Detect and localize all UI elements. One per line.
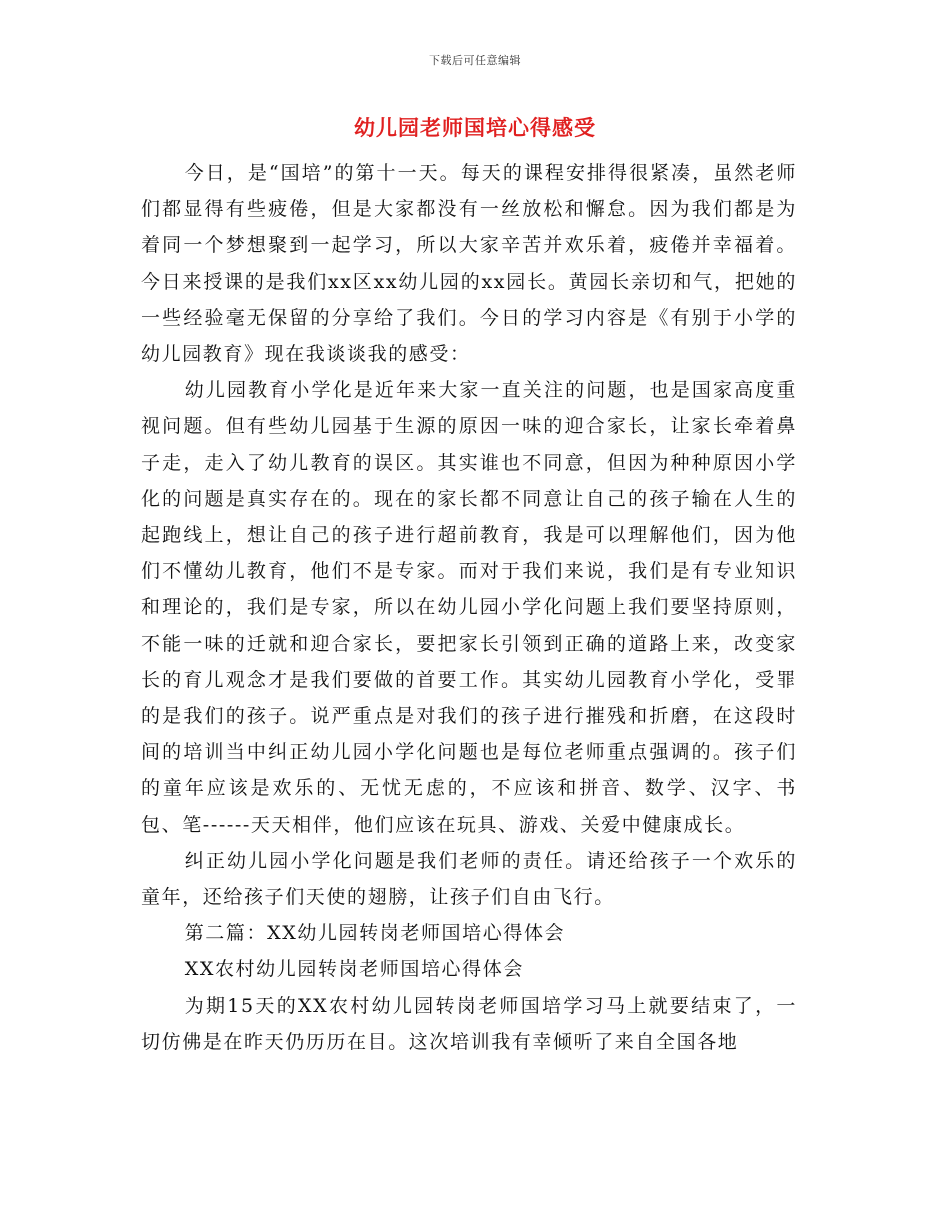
- paragraph: 幼儿园教育小学化是近年来大家一直关注的问题，也是国家高度重视问题。但有些幼儿园基于生源的原因一味的迎合家长，让家长牵着鼻子走，走入了幼儿教育的误区。其实谁也不同意，但因为种种原因小学化的问题是真实存在的。现在的家长都不同意让自己的孩子输在人生的起跑线上，想让自己的孩子进行超前教育，我是可以理解他们，因为他们不懂幼儿教育，他们不是专家。而对于我们来说，我们是有专业知识和理论的，我们是专家，所以在幼儿园小学化问题上我们要坚持原则，不能一味的迁就和迎合家长，要把家长引领到正确的道路上来，改变家长的育儿观念才是我们要做的首要工作。其实幼儿园教育小学化，受罪的是我们的孩子。说严重点是对我们的孩子进行摧残和折磨，在这段时间的培训当中纠正幼儿园小学化问题也是每位老师重点强调的。孩子们的童年应该是欢乐的、无忧无虑的，不应该和拼音、数学、汉字、书包、笔------天天相伴，他们应该在玩具、游戏、关爱中健康成长。: [141, 379, 797, 836]
- paragraph: 为期15天的XX农村幼儿园转岗老师国培学习马上就要结束了，一切仿佛是在昨天仍历历在目。这次培训我有幸倾听了来自全国各地: [141, 994, 797, 1053]
- document-body: [141, 155, 797, 1060]
- section-heading: 第二篇：XX幼儿园转岗老师国培心得体会: [184, 922, 566, 945]
- document-title: 幼儿园老师国培心得感受: [354, 116, 596, 140]
- section-subheading: XX农村幼儿园转岗老师国培心得体会: [184, 958, 524, 981]
- paragraph: 纠正幼儿园小学化问题是我们老师的责任。请还给孩子一个欢乐的童年，还给孩子们天使的翅膀，让孩子们自由飞行。: [141, 849, 797, 909]
- header-note: 下载后可任意编辑: [429, 54, 521, 67]
- paragraph: 今日，是“国培”的第十一天。每天的课程安排得很紧凑，虽然老师们都显得有些疲倦，但是大家都没有一丝放松和懈怠。因为我们都是为着同一个梦想聚到一起学习，所以大家辛苦并欢乐着，疲倦并幸福着。今日来授课的是我们xx区xx幼儿园的xx园长。黄园长亲切和气，把她的一些经验毫无保留的分享给了我们。今日的学习内容是《有别于小学的幼儿园教育》现在我谈谈我的感受：: [141, 162, 797, 366]
